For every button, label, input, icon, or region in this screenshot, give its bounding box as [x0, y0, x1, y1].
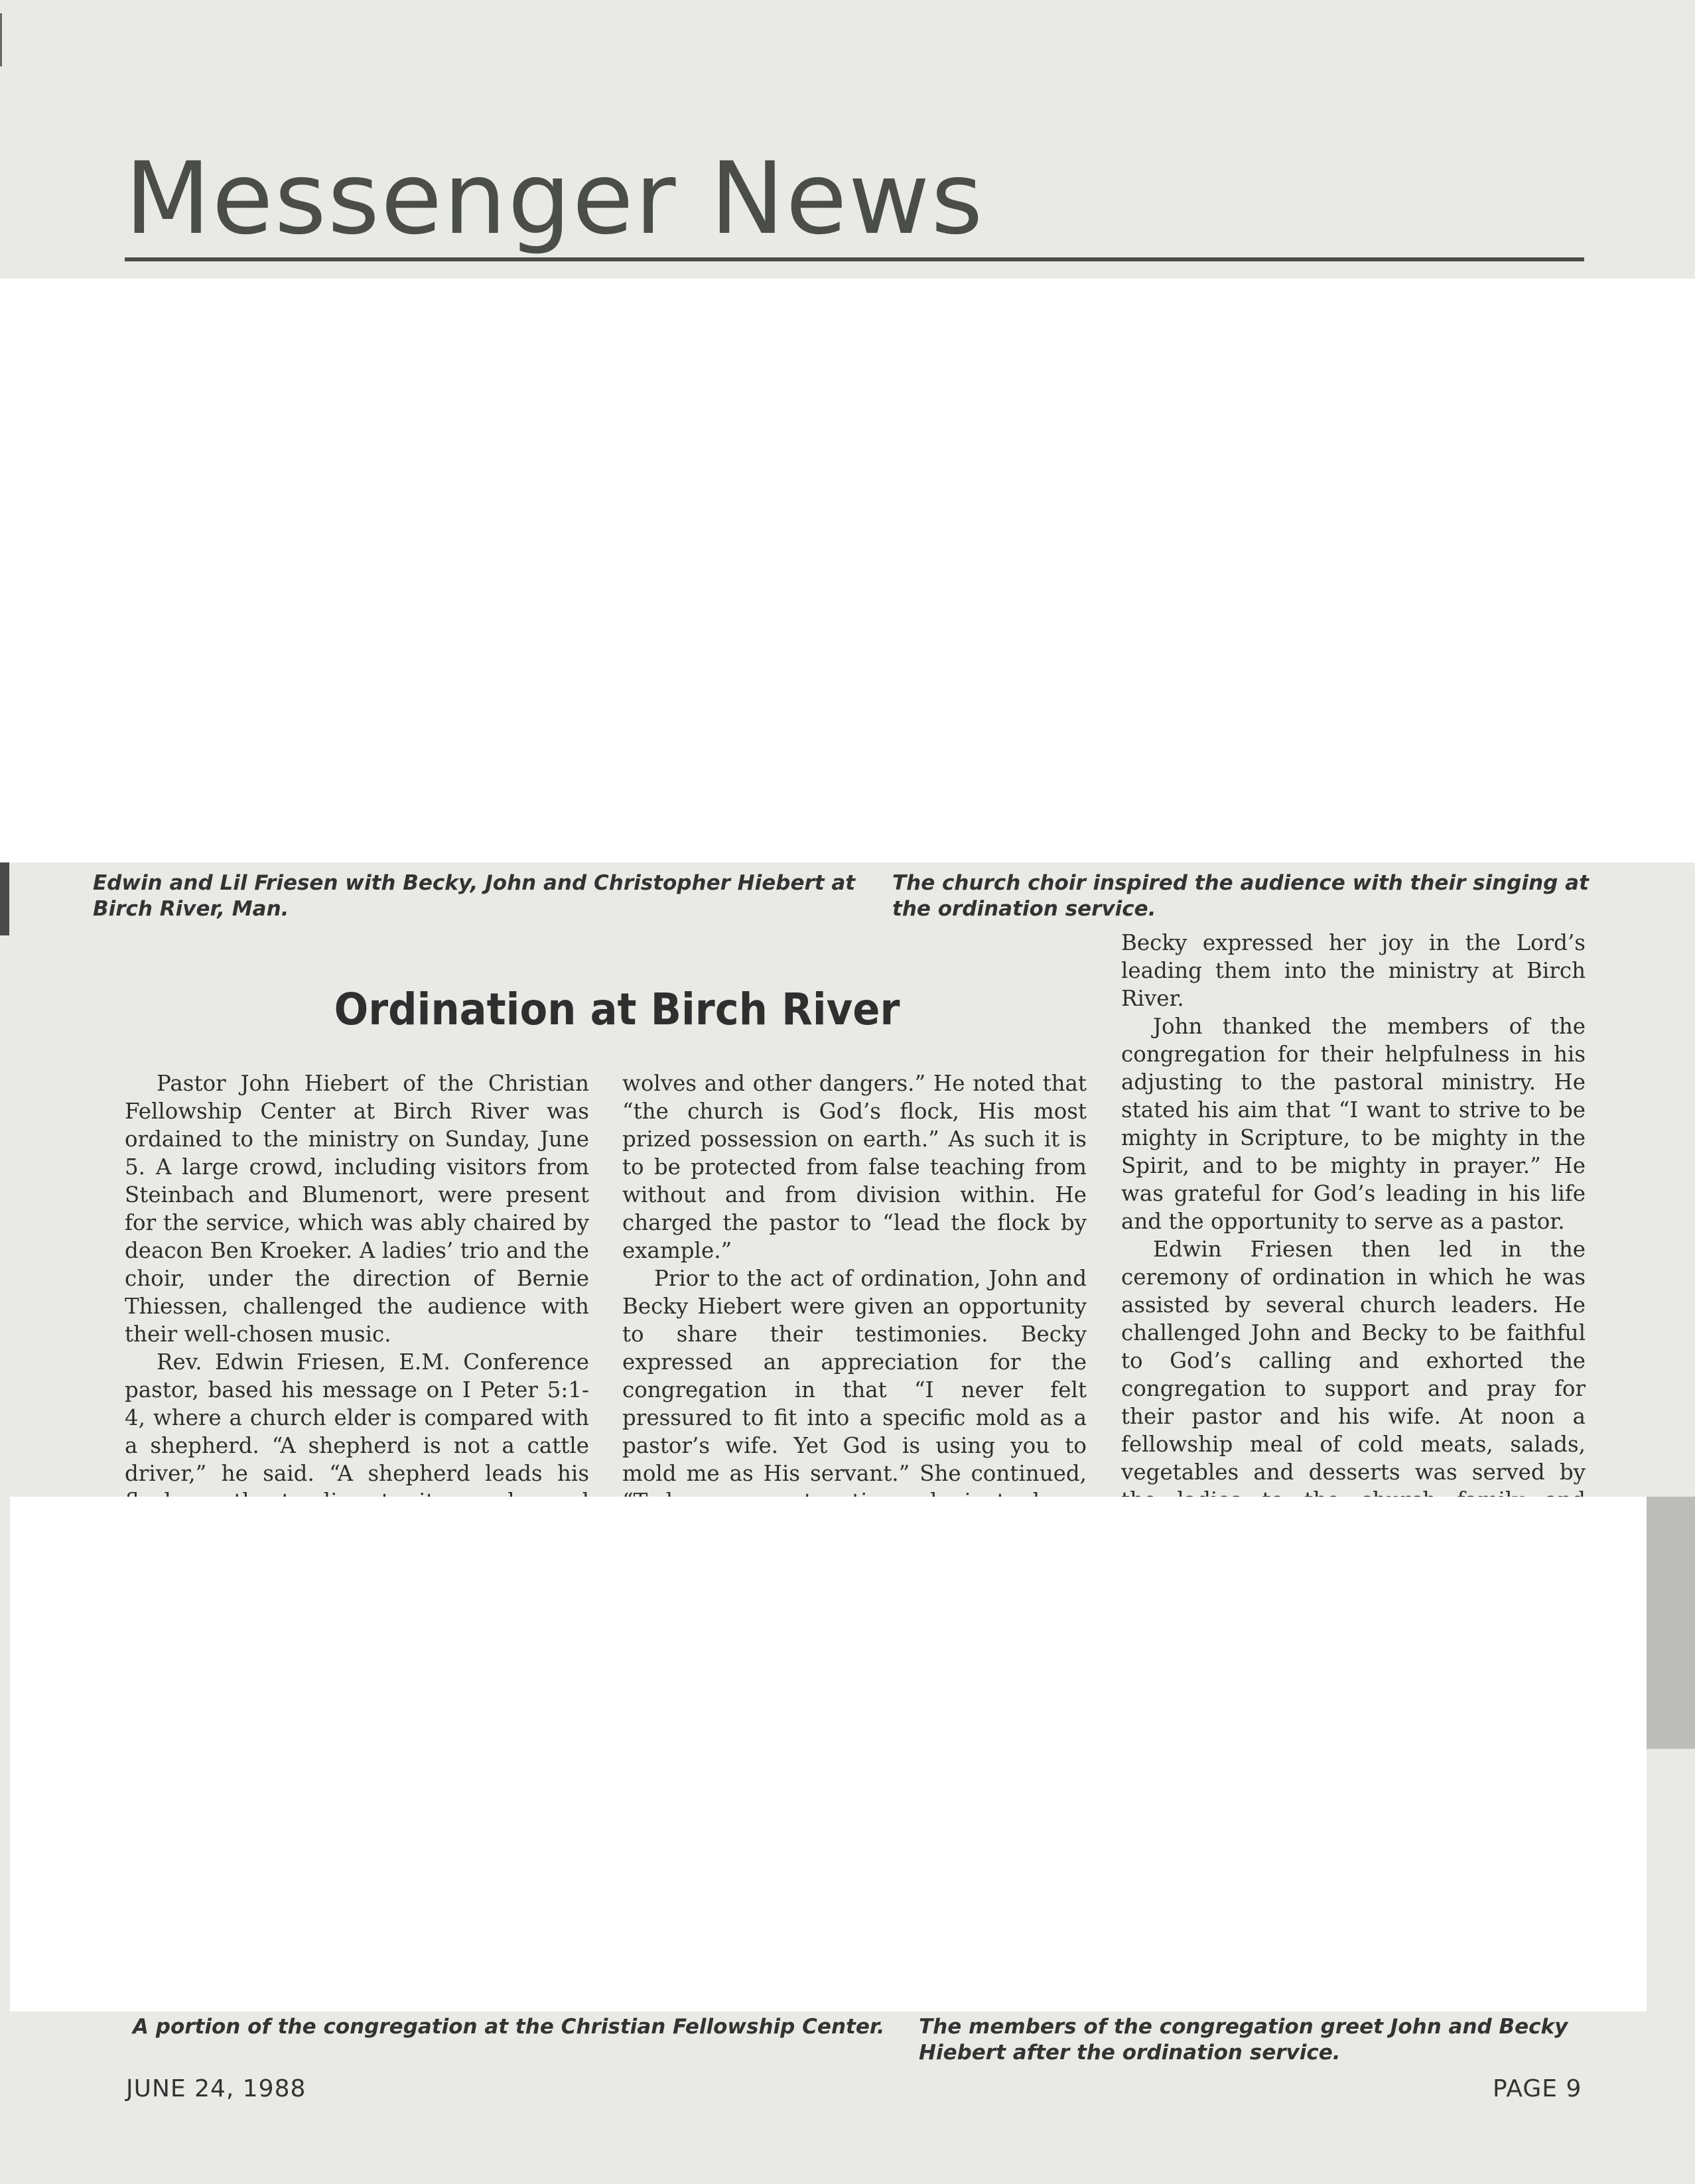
paragraph: Prior to the act of ordination, John and Becky Hiebert were given an opportunity to share their testimonies. Becky expressed an appreciation for the congregation in that “I never felt pressured to fit into a specific mold as a pastor’s wife. Yet God is using you to mold me as His servant.” She continued,: [622, 1266, 1087, 1486]
photo-caption-bottom-left: A portion of the congregation at the Christian Fellowship Center.: [133, 2015, 885, 2039]
paragraph: John thanked the members of the congregation for their helpfulness in his adjusting to the pastoral ministry. He stated his aim that “I want to strive to be mighty in Scripture, to be mighty in the Spirit, and to be mighty in prayer.” He was grateful for God’s leading in his life and the opportunity to serve as a pastor.: [1121, 1014, 1586, 1234]
bottom-photo-area: [10, 1497, 1647, 2012]
paragraph: Pastor John Hiebert of the Christian Fellowship Center at Birch River was ordained to the ministry on Sunday, June 5. A large crowd, including visitors from Steinbach and Blumenort, were present for the service, which was ably chaired by deacon Ben Kroeker. A ladies’ trio and the choir, under the direction of Bernie Thiessen, challenged the audience with their well-chosen music.: [125, 1071, 589, 1347]
photo-caption-top-right: The church choir inspired the audience with their singing at the ordination service.: [892, 871, 1589, 921]
scan-edge-mark: [0, 862, 9, 935]
masthead-title: Messenger News: [125, 141, 984, 257]
page-number: PAGE 9: [1493, 2075, 1582, 2102]
photo-caption-bottom-right: The members of the congregation greet John and Becky Hiebert after the ordination service.: [919, 2015, 1568, 2065]
article-headline: Ordination at Birch River: [334, 984, 900, 1035]
article-column-2: [622, 1069, 1087, 1571]
issue-date: JUNE 24, 1988: [126, 2075, 306, 2102]
paragraph: wolves and other dangers.” He noted that “the church is God’s flock, His most prized possession on earth.” As such it is to be protected from false teaching from without and from division within. He charged the pastor to “lead the flock by example.”: [622, 1071, 1087, 1263]
paragraph: Rev. Edwin Friesen, E.M. Conference pastor, based his message on I Peter 5:1-4, where a church elder is compared with a shepherd. “A shepherd is not a cattle driver,” he said. “A shepherd leads his: [125, 1349, 589, 1486]
article-column-3: [1121, 929, 1586, 1570]
scan-edge-mark: [0, 13, 2, 66]
paragraph: Edwin Friesen then led in the ceremony of ordination in which he was assisted by several church leaders. He challenged John and Becky to be faithful to God’s calling and exhorted the congregation to support and pray for their pastor and his wife. At noon a fellowship meal of cold meats, salads, vegetables and desserts was served by: [1121, 1237, 1586, 1485]
article-column-1: [125, 1069, 589, 1543]
paragraph: Becky expressed her joy in the Lord’s leading them into the ministry at Birch River.: [1121, 930, 1586, 1011]
top-photo-area: [0, 279, 1695, 862]
photo-caption-top-left: Edwin and Lil Friesen with Becky, John and Christopher Hiebert at Birch River, Man.: [93, 871, 856, 921]
photo-edge-shadow: [1647, 1497, 1695, 1749]
masthead-rule: [125, 257, 1584, 261]
